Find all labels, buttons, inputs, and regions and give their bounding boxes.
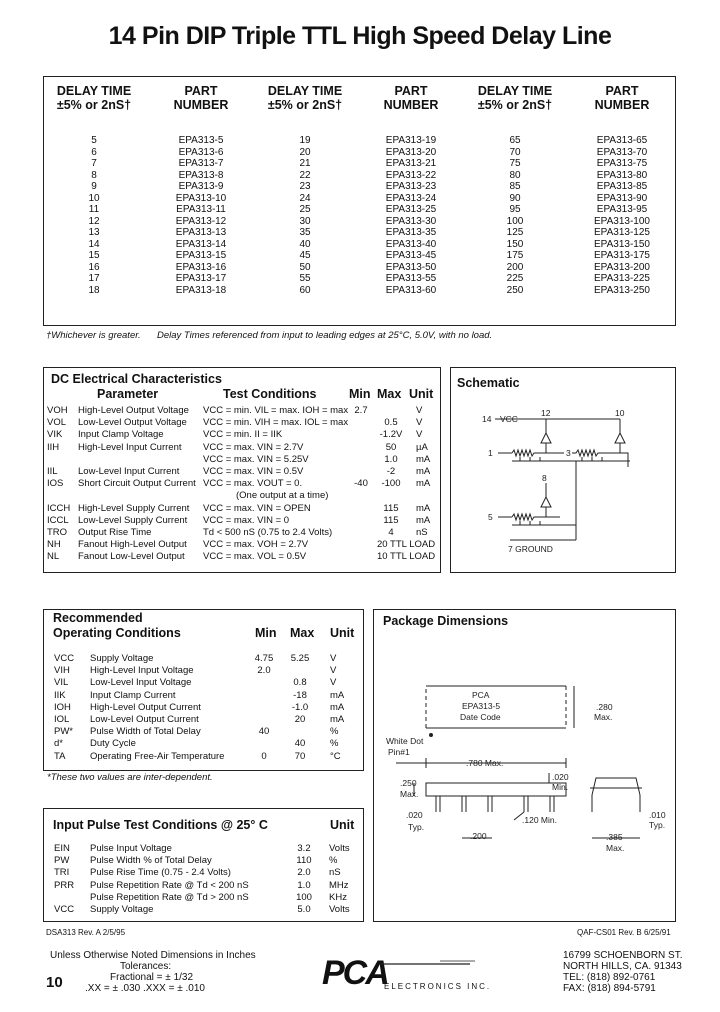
delay-table-cell: 85 bbox=[509, 181, 521, 192]
dc-unit: mA bbox=[416, 514, 431, 526]
delay-table-cell: EPA313-14 bbox=[175, 238, 227, 250]
roc-max: -18 bbox=[293, 689, 307, 701]
delay-table-cell: 100 bbox=[506, 215, 524, 227]
delay-table-cell: EPA313-11 bbox=[176, 204, 226, 215]
delay-table-cell: 6 bbox=[91, 146, 97, 158]
dc-max: -100 bbox=[381, 478, 401, 490]
dim-200: .200 bbox=[470, 831, 487, 841]
delay-table-header-line1: PART bbox=[394, 84, 428, 98]
vcc-label: VCC bbox=[500, 414, 518, 424]
roc-symbol: PW* bbox=[54, 726, 73, 738]
pin-14-label: 14 bbox=[482, 414, 492, 424]
dim-010: .010 bbox=[649, 810, 666, 820]
pulse-parameter: Pulse Width % of Total Delay bbox=[90, 855, 212, 867]
delay-table-cell: EPA313-75 bbox=[596, 158, 648, 169]
delay-footnote-1: †Whichever is greater. bbox=[46, 330, 141, 341]
delay-table-cell: 10 bbox=[88, 192, 100, 204]
roc-symbol: VIH bbox=[54, 665, 70, 677]
roc-unit: V bbox=[330, 677, 337, 689]
delay-table-cell: 95 bbox=[509, 204, 521, 215]
dim-020-typ-label: Typ. bbox=[408, 822, 425, 832]
delay-table-header-line2: NUMBER bbox=[594, 98, 650, 112]
delay-table-cell: 50 bbox=[299, 261, 311, 273]
roc-unit: % bbox=[330, 738, 339, 750]
delay-table-cell: EPA313-8 bbox=[178, 169, 224, 181]
roc-parameter: Input Clamp Current bbox=[90, 689, 176, 701]
delay-table-cell: EPA313-18 bbox=[175, 284, 227, 296]
pulse-title: Input Pulse Test Conditions @ 25° C bbox=[53, 818, 268, 832]
delay-table-cell: 19 bbox=[299, 135, 311, 146]
package-brand: PCA bbox=[472, 690, 490, 700]
dc-parameter: Low-Level Input Current bbox=[78, 466, 180, 477]
dim-280: .280 bbox=[596, 702, 613, 712]
dc-unit: µA bbox=[416, 441, 428, 453]
dc-parameter: High-Level Output Voltage bbox=[78, 405, 189, 416]
dc-symbol: VOH bbox=[47, 405, 68, 416]
delay-table-header-line2: NUMBER bbox=[173, 98, 229, 112]
roc-symbol: VIL bbox=[54, 677, 69, 689]
delay-table-header-line2: ±5% or 2nS† bbox=[477, 98, 553, 112]
delay-table-cell: EPA313-90 bbox=[596, 192, 648, 204]
dc-symbol: VIK bbox=[47, 429, 63, 441]
pulse-parameter: Pulse Input Voltage bbox=[90, 843, 172, 854]
delay-table-cell: EPA313-45 bbox=[385, 250, 437, 261]
pulse-unit: KHz bbox=[329, 891, 347, 903]
package-date-code: Date Code bbox=[460, 712, 501, 722]
address-line-4: FAX: (818) 894-5791 bbox=[563, 983, 656, 994]
delay-table-cell: EPA313-65 bbox=[596, 135, 648, 146]
dc-condition: VCC = min. VIL = max. IOH = max bbox=[203, 405, 349, 416]
dc-parameter: High-Level Input Current bbox=[78, 441, 182, 453]
dc-min: 2.7 bbox=[354, 405, 368, 416]
delay-table-cell: 30 bbox=[299, 215, 311, 227]
delay-table-cell: EPA313-30 bbox=[385, 215, 437, 227]
roc-title-1: Recommended bbox=[53, 611, 143, 625]
pulse-symbol: EIN bbox=[54, 843, 70, 854]
pulse-parameter: Pulse Repetition Rate @ Td < 200 nS bbox=[90, 879, 249, 891]
delay-table-cell: 40 bbox=[299, 238, 311, 250]
dim-120: .120 Min. bbox=[522, 815, 557, 825]
dc-condition: VCC = max. VIN = 0.5V bbox=[203, 466, 304, 477]
dc-max: 10 TTL LOAD bbox=[377, 551, 436, 563]
roc-parameter: High-Level Output Current bbox=[90, 701, 201, 713]
dc-unit: mA bbox=[416, 478, 431, 490]
dc-min: -40 bbox=[354, 478, 368, 490]
pin-12-label: 12 bbox=[541, 408, 551, 418]
delay-table-cell: 24 bbox=[299, 192, 311, 204]
delay-table-cell: EPA313-6 bbox=[178, 146, 224, 158]
roc-unit: V bbox=[330, 653, 337, 664]
dc-unit: V bbox=[416, 405, 423, 416]
roc-unit: V bbox=[330, 665, 337, 677]
delay-table-cell: 175 bbox=[506, 250, 524, 261]
address-line-1: 16799 SCHOENBORN ST. bbox=[563, 950, 683, 961]
tolerance-line-1: Unless Otherwise Noted Dimensions in Inches bbox=[50, 950, 256, 961]
doc-rev-left: DSA313 Rev. A 2/5/95 bbox=[46, 928, 126, 937]
delay-table-cell: EPA313-19 bbox=[385, 135, 437, 146]
ground-label: 7 GROUND bbox=[508, 544, 553, 554]
delay-footnote-2: Delay Times referenced from input to leading edges at 25°C, 5.0V, with no load. bbox=[157, 330, 493, 341]
dc-col-min: Min bbox=[349, 387, 371, 401]
dc-parameter: Fanout High-Level Output bbox=[78, 539, 187, 551]
roc-min: 4.75 bbox=[254, 653, 274, 664]
delay-table-cell: 12 bbox=[88, 215, 100, 227]
delay-table-cell: EPA313-16 bbox=[175, 261, 227, 273]
delay-table-cell: 5 bbox=[91, 135, 97, 146]
delay-table-cell: EPA313-95 bbox=[596, 204, 648, 215]
pulse-symbol: PRR bbox=[54, 879, 75, 891]
roc-min: 40 bbox=[258, 726, 270, 738]
delay-table-header-line1: DELAY TIME bbox=[56, 84, 132, 98]
roc-max: 5.25 bbox=[290, 653, 310, 664]
tolerance-line-4: .XX = ± .030 .XXX = ± .010 bbox=[85, 983, 205, 994]
pin-10-label: 10 bbox=[615, 408, 625, 418]
dc-max: -2 bbox=[386, 466, 396, 477]
delay-table-cell: 25 bbox=[299, 204, 311, 215]
delay-table-cell: EPA313-150 bbox=[594, 238, 650, 250]
delay-table-cell: 250 bbox=[506, 284, 524, 296]
tolerance-line-2: Tolerances: bbox=[120, 961, 172, 972]
roc-min: 0 bbox=[261, 750, 267, 762]
dc-parameter: Fanout Low-Level Output bbox=[78, 551, 185, 563]
delay-table-cell: EPA313-80 bbox=[596, 169, 648, 181]
delay-table-cell: 23 bbox=[299, 181, 311, 192]
dim-250: .250 bbox=[400, 778, 417, 788]
dc-parameter: Low-Level Output Voltage bbox=[78, 417, 187, 429]
delay-table-cell: 80 bbox=[509, 169, 521, 181]
delay-table-cell: EPA313-22 bbox=[385, 169, 437, 181]
pulse-symbol: PW bbox=[54, 855, 70, 867]
pulse-unit: nS bbox=[329, 867, 341, 879]
tolerance-line-3: Fractional = ± 1/32 bbox=[110, 972, 194, 983]
delay-table-header-line1: DELAY TIME bbox=[477, 84, 553, 98]
dc-col-parameter: Parameter bbox=[97, 387, 159, 401]
delay-table-cell: EPA313-24 bbox=[385, 192, 437, 204]
dc-max: 0.5 bbox=[384, 417, 398, 429]
roc-parameter: Operating Free-Air Temperature bbox=[90, 750, 225, 762]
delay-table-cell: EPA313-70 bbox=[596, 146, 648, 158]
dc-parameter: Output Rise Time bbox=[78, 527, 152, 538]
dim-385-max: Max. bbox=[606, 843, 625, 853]
delay-table-cell: EPA313-60 bbox=[385, 284, 437, 296]
dc-max: 4 bbox=[388, 527, 394, 538]
roc-unit: mA bbox=[330, 701, 345, 713]
delay-table-cell: EPA313-5 bbox=[178, 135, 224, 146]
dim-250-max: Max. bbox=[400, 789, 419, 799]
dc-symbol: NH bbox=[47, 539, 61, 551]
page-number: 10 bbox=[46, 974, 63, 991]
roc-parameter: Supply Voltage bbox=[90, 653, 154, 664]
roc-symbol: IIK bbox=[54, 689, 66, 701]
address-line-2: NORTH HILLS, CA. 91343 bbox=[563, 961, 682, 972]
pulse-parameter: Supply Voltage bbox=[90, 904, 154, 915]
delay-table-cell: 20 bbox=[299, 146, 311, 158]
dc-symbol: VOL bbox=[47, 417, 67, 429]
dc-unit: V bbox=[416, 417, 423, 429]
dc-condition: VCC = max. VIN = 2.7V bbox=[203, 441, 304, 453]
delay-table-cell: 22 bbox=[299, 169, 311, 181]
delay-table-header-line1: PART bbox=[605, 84, 639, 98]
dc-parameter: Low-Level Supply Current bbox=[78, 514, 188, 526]
package-part: EPA313-5 bbox=[462, 701, 501, 711]
delay-table-cell: 70 bbox=[509, 146, 521, 158]
dc-condition: VCC = max. VOL = 0.5V bbox=[203, 551, 307, 563]
dc-unit: mA bbox=[416, 466, 431, 477]
delay-table-cell: EPA313-15 bbox=[175, 250, 227, 261]
delay-table-header-line2: ±5% or 2nS† bbox=[56, 98, 132, 112]
pin-3-label: 3 bbox=[566, 448, 571, 458]
delay-table-cell: EPA313-175 bbox=[594, 250, 650, 261]
pulse-value: 110 bbox=[296, 855, 312, 867]
pulse-value: 3.2 bbox=[297, 843, 311, 854]
dc-unit: mA bbox=[416, 502, 431, 514]
dc-symbol: NL bbox=[47, 551, 60, 563]
pin-1-label: 1 bbox=[488, 448, 493, 458]
delay-table-cell: 60 bbox=[299, 284, 311, 296]
pulse-symbol: TRI bbox=[54, 867, 70, 879]
delay-table-cell: EPA313-7 bbox=[178, 158, 224, 169]
dim-020-min-label: Min. bbox=[552, 782, 569, 792]
delay-table-cell: EPA313-225 bbox=[594, 273, 650, 284]
dim-020-typ: .020 bbox=[406, 810, 423, 820]
dim-020-min: .020 bbox=[552, 772, 569, 782]
delay-table-cell: 35 bbox=[299, 227, 311, 238]
dc-symbol: IIL bbox=[47, 466, 58, 477]
roc-max: -1.0 bbox=[291, 701, 309, 713]
roc-max: 70 bbox=[294, 750, 306, 762]
dim-780: .780 Max. bbox=[466, 758, 504, 768]
delay-table-cell: EPA313-35 bbox=[385, 227, 437, 238]
roc-footnote: *These two values are inter-dependent. bbox=[47, 772, 213, 783]
dc-condition: (One output at a time) bbox=[236, 490, 329, 502]
dc-symbol: IIH bbox=[47, 441, 60, 453]
delay-table-cell: EPA313-40 bbox=[385, 238, 437, 250]
dc-condition: VCC = max. VIN = OPEN bbox=[203, 502, 311, 514]
schematic-title: Schematic bbox=[457, 376, 520, 390]
roc-max: 20 bbox=[294, 714, 306, 725]
delay-table-cell: EPA313-20 bbox=[385, 146, 437, 158]
roc-symbol: VCC bbox=[54, 653, 75, 664]
roc-min: 2.0 bbox=[257, 665, 271, 677]
delay-table-header-line2: NUMBER bbox=[383, 98, 439, 112]
roc-max: 0.8 bbox=[293, 677, 307, 689]
delay-table-cell: 18 bbox=[88, 284, 100, 296]
pulse-value: 2.0 bbox=[297, 867, 311, 879]
roc-parameter: High-Level Input Voltage bbox=[90, 665, 194, 677]
delay-table-cell: EPA313-21 bbox=[385, 158, 437, 169]
dc-condition: VCC = min. VIH = max. IOL = max bbox=[203, 417, 349, 429]
dc-parameter: Input Clamp Voltage bbox=[78, 429, 164, 441]
dc-condition: VCC = min. II = IIK bbox=[203, 429, 283, 441]
delay-table-cell: EPA313-200 bbox=[594, 261, 650, 273]
dc-unit: mA bbox=[416, 453, 431, 465]
roc-symbol: d* bbox=[54, 738, 63, 750]
roc-parameter: Low-Level Output Current bbox=[90, 714, 199, 725]
roc-max: 40 bbox=[294, 738, 306, 750]
roc-col-unit: Unit bbox=[330, 626, 355, 640]
dc-max: 115 bbox=[383, 514, 399, 526]
pulse-parameter: Pulse Rise Time (0.75 - 2.4 Volts) bbox=[90, 867, 231, 879]
delay-table-cell: EPA313-9 bbox=[178, 181, 224, 192]
pin-8-label: 8 bbox=[542, 473, 547, 483]
dim-010-typ: Typ. bbox=[649, 820, 666, 830]
dc-max: -1.2V bbox=[379, 429, 403, 441]
delay-table-cell: 7 bbox=[91, 158, 97, 169]
dc-parameter: Short Circuit Output Current bbox=[78, 478, 196, 490]
pulse-unit: Volts bbox=[329, 843, 350, 854]
roc-unit: °C bbox=[330, 750, 341, 762]
delay-table-cell: 16 bbox=[88, 261, 100, 273]
delay-table-cell: 17 bbox=[88, 273, 100, 284]
delay-table-cell: 90 bbox=[509, 192, 521, 204]
dc-condition: Td < 500 nS (0.75 to 2.4 Volts) bbox=[203, 527, 333, 538]
roc-symbol: TA bbox=[54, 750, 66, 762]
delay-table-cell: EPA313-13 bbox=[175, 227, 227, 238]
delay-table-header-line1: PART bbox=[184, 84, 218, 98]
dc-symbol: TRO bbox=[47, 527, 68, 538]
delay-table-cell: 225 bbox=[506, 273, 524, 284]
delay-table-cell: 55 bbox=[299, 273, 311, 284]
roc-col-min: Min bbox=[255, 626, 277, 640]
delay-table-cell: EPA313-10 bbox=[175, 192, 227, 204]
roc-title-2: Operating Conditions bbox=[53, 626, 181, 640]
pulse-unit: % bbox=[329, 855, 338, 867]
white-dot-label: White Dot bbox=[386, 736, 424, 746]
delay-table-cell: EPA313-12 bbox=[175, 215, 227, 227]
dc-condition: VCC = max. VOH = 2.7V bbox=[203, 539, 309, 551]
delay-table-cell: EPA313-55 bbox=[385, 273, 437, 284]
delay-table-header-line2: ±5% or 2nS† bbox=[267, 98, 343, 112]
dc-symbol: IOS bbox=[47, 478, 64, 490]
delay-table-cell: EPA313-23 bbox=[385, 181, 437, 192]
dim-280-max: Max. bbox=[594, 712, 613, 722]
delay-table-cell: 45 bbox=[299, 250, 311, 261]
delay-table-cell: 13 bbox=[88, 227, 100, 238]
roc-parameter: Low-Level Input Voltage bbox=[90, 677, 192, 689]
delay-table-cell: EPA313-85 bbox=[596, 181, 648, 192]
delay-table-cell: 65 bbox=[509, 135, 521, 146]
doc-rev-right: QAF-CS01 Rev. B 6/25/91 bbox=[577, 928, 671, 937]
pulse-unit: MHz bbox=[329, 879, 349, 891]
roc-parameter: Duty Cycle bbox=[90, 738, 136, 750]
dc-condition: VCC = max. VIN = 0 bbox=[203, 514, 290, 526]
dc-condition: VCC = max. VIN = 5.25V bbox=[203, 453, 309, 465]
roc-symbol: IOH bbox=[54, 701, 71, 713]
delay-table-cell: 150 bbox=[506, 238, 524, 250]
delay-table-cell: EPA313-25 bbox=[385, 204, 437, 215]
package-drawing bbox=[374, 680, 674, 865]
dc-title: DC Electrical Characteristics bbox=[51, 372, 222, 386]
delay-table-header-line1: DELAY TIME bbox=[267, 84, 343, 98]
delay-table-cell: 21 bbox=[299, 158, 311, 169]
pulse-value: 100 bbox=[296, 891, 312, 903]
delay-table-cell: 9 bbox=[91, 181, 97, 192]
pulse-unit: Volts bbox=[329, 904, 350, 915]
pulse-col-unit: Unit bbox=[330, 818, 355, 832]
delay-table-cell: EPA313-50 bbox=[385, 261, 437, 273]
delay-table-cell: EPA313-125 bbox=[594, 227, 650, 238]
delay-table-cell: 11 bbox=[88, 204, 100, 215]
dc-unit: nS bbox=[416, 527, 428, 538]
dc-col-unit: Unit bbox=[409, 387, 434, 401]
roc-parameter: Pulse Width of Total Delay bbox=[90, 726, 201, 738]
delay-table-cell: EPA313-100 bbox=[594, 215, 650, 227]
pulse-value: 1.0 bbox=[297, 879, 311, 891]
roc-unit: % bbox=[330, 726, 339, 738]
delay-table-cell: 8 bbox=[91, 169, 97, 181]
dc-col-conditions: Test Conditions bbox=[223, 387, 317, 401]
delay-table-cell: EPA313-250 bbox=[594, 284, 650, 296]
roc-unit: mA bbox=[330, 689, 345, 701]
dc-condition: VCC = max. VOUT = 0. bbox=[203, 478, 303, 490]
dc-unit: V bbox=[416, 429, 423, 441]
pin-5-label: 5 bbox=[488, 512, 493, 522]
dc-parameter: High-Level Supply Current bbox=[78, 502, 190, 514]
roc-unit: mA bbox=[330, 714, 345, 725]
delay-table-cell: 15 bbox=[88, 250, 100, 261]
delay-table-cell: EPA313-17 bbox=[175, 273, 227, 284]
dc-col-max: Max bbox=[377, 387, 402, 401]
dc-max: 50 bbox=[385, 441, 397, 453]
dc-max: 1.0 bbox=[384, 453, 398, 465]
page-title: 14 Pin DIP Triple TTL High Speed Delay Line bbox=[108, 22, 612, 50]
delay-table-cell: 125 bbox=[506, 227, 524, 238]
address-line-3: TEL: (818) 892-0761 bbox=[563, 972, 656, 983]
pulse-symbol: VCC bbox=[54, 904, 75, 915]
dc-max: 20 TTL LOAD bbox=[377, 539, 436, 551]
package-title: Package Dimensions bbox=[383, 614, 509, 628]
pin1-label: Pin#1 bbox=[388, 747, 410, 757]
roc-symbol: IOL bbox=[54, 714, 70, 725]
company-logo-subtitle: ELECTRONICS INC. bbox=[384, 982, 492, 991]
dim-385: .385 bbox=[606, 832, 623, 842]
delay-table-cell: 75 bbox=[509, 158, 521, 169]
logo-swoosh bbox=[380, 958, 480, 970]
company-logo: PCA bbox=[322, 954, 388, 992]
pulse-parameter: Pulse Repetition Rate @ Td > 200 nS bbox=[90, 891, 249, 903]
delay-table-cell: 14 bbox=[88, 238, 100, 250]
roc-col-max: Max bbox=[290, 626, 315, 640]
dc-max: 115 bbox=[383, 502, 399, 514]
dc-symbol: ICCH bbox=[47, 502, 71, 514]
dc-symbol: ICCL bbox=[47, 514, 69, 526]
schematic-diagram bbox=[450, 395, 676, 570]
delay-table-cell: 200 bbox=[506, 261, 524, 273]
pulse-value: 5.0 bbox=[297, 904, 311, 915]
